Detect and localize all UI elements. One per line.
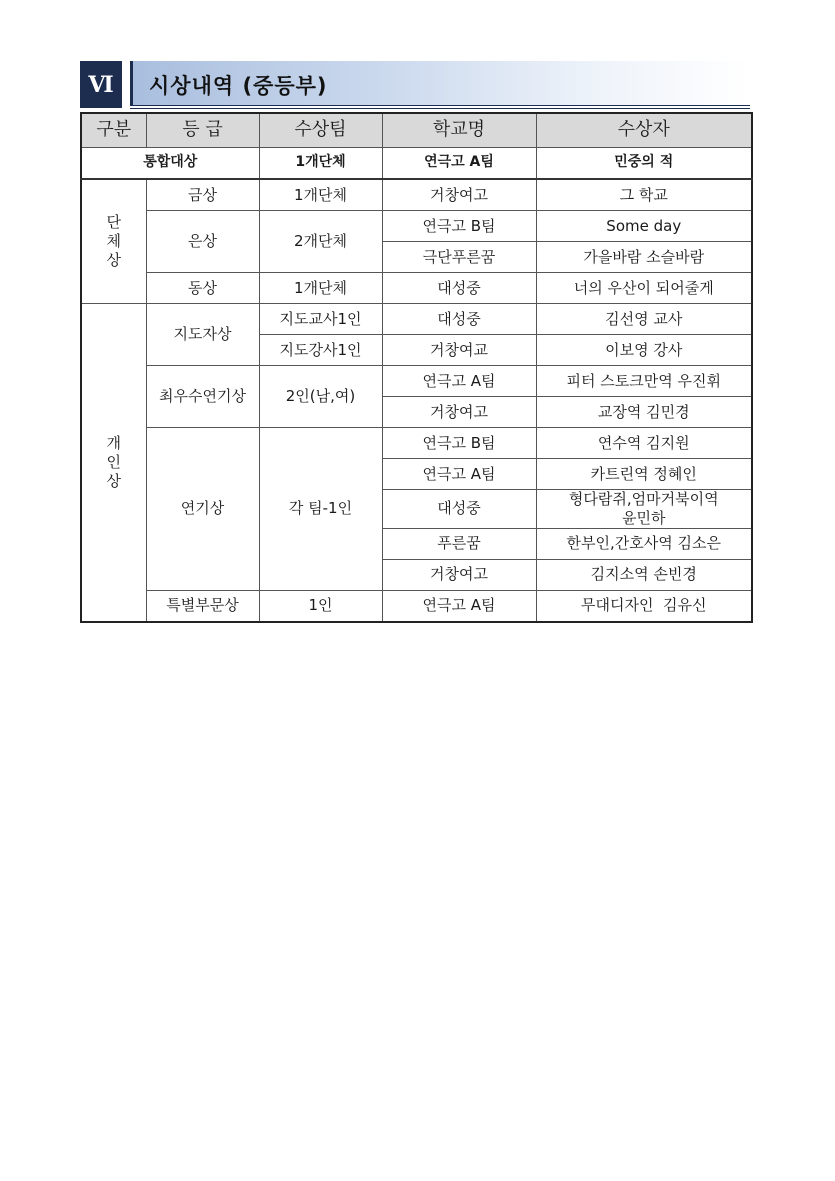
school-cell: 거창여고 (382, 179, 536, 211)
grade-cell: 최우수연기상 (146, 366, 259, 428)
team-cell: 지도교사1인 (259, 304, 382, 335)
overall-school: 연극고 A팀 (382, 148, 536, 180)
school-cell: 거창여고 (382, 559, 536, 590)
winner-cell: 가을바람 소슬바람 (536, 242, 752, 273)
grade-cell: 지도자상 (146, 304, 259, 366)
table-row (81, 273, 752, 304)
winner-cell: 김지소역 손빈경 (536, 559, 752, 590)
winner-cell: 너의 우산이 되어줄게 (536, 273, 752, 304)
school-cell: 대성중 (382, 490, 536, 529)
school-cell: 연극고 B팀 (382, 211, 536, 242)
winner-cell: 한부인,간호사역 김소은 (536, 528, 752, 559)
team-cell: 1개단체 (259, 179, 382, 211)
awards-table (80, 112, 753, 623)
table-header-row (81, 113, 752, 148)
school-cell: 푸른꿈 (382, 528, 536, 559)
section-number-badge: Ⅵ (80, 61, 122, 108)
column-header-winner: 수상자 (536, 113, 752, 148)
winner-cell: 연수역 김지원 (536, 428, 752, 459)
grade-cell: 은상 (146, 211, 259, 273)
team-cell: 1인 (259, 590, 382, 622)
header-divider-bottom (130, 108, 750, 109)
winner-cell: 이보영 강사 (536, 335, 752, 366)
winner-cell: Some day (536, 211, 752, 242)
table-row (81, 304, 752, 335)
team-cell: 1개단체 (259, 273, 382, 304)
column-header-team: 수상팀 (259, 113, 382, 148)
table-row-overall (81, 148, 752, 180)
section-header (80, 61, 750, 109)
team-cell: 2개단체 (259, 211, 382, 273)
school-cell: 극단푸른꿈 (382, 242, 536, 273)
column-header-grade: 등 급 (146, 113, 259, 148)
winner-cell: 무대디자인 김유신 (536, 590, 752, 622)
header-divider-top (130, 105, 750, 106)
school-cell: 연극고 B팀 (382, 428, 536, 459)
team-cell: 각 팀-1인 (259, 428, 382, 591)
column-header-category: 구분 (81, 113, 146, 148)
school-cell: 대성중 (382, 304, 536, 335)
winner-cell: 교장역 김민경 (536, 397, 752, 428)
winner-cell: 형다람쥐,엄마거북이역 윤민하 (536, 490, 752, 529)
overall-grade: 통합대상 (81, 148, 259, 180)
grade-cell: 연기상 (146, 428, 259, 591)
grade-cell: 특별부문상 (146, 590, 259, 622)
grade-cell: 금상 (146, 179, 259, 211)
table-row (81, 590, 752, 622)
winner-cell: 카트린역 정혜인 (536, 459, 752, 490)
category-individual: 개 인 상 (81, 304, 146, 622)
column-header-school: 학교명 (382, 113, 536, 148)
title-band (130, 61, 750, 105)
school-cell: 거창여교 (382, 335, 536, 366)
overall-team: 1개단체 (259, 148, 382, 180)
school-cell: 연극고 A팀 (382, 590, 536, 622)
winner-cell: 피터 스토크만역 우진휘 (536, 366, 752, 397)
winner-cell: 김선영 교사 (536, 304, 752, 335)
table-row (81, 211, 752, 242)
section-title: 시상내역 (중등부) (149, 74, 328, 98)
school-cell: 연극고 A팀 (382, 459, 536, 490)
grade-cell: 동상 (146, 273, 259, 304)
table-row (81, 428, 752, 459)
school-cell: 연극고 A팀 (382, 366, 536, 397)
category-group: 단 체 상 (81, 179, 146, 304)
team-cell: 2인(남,여) (259, 366, 382, 428)
overall-winner: 민중의 적 (536, 148, 752, 180)
school-cell: 거창여고 (382, 397, 536, 428)
team-cell: 지도강사1인 (259, 335, 382, 366)
winner-cell: 그 학교 (536, 179, 752, 211)
school-cell: 대성중 (382, 273, 536, 304)
table-row (81, 179, 752, 211)
table-row (81, 366, 752, 397)
